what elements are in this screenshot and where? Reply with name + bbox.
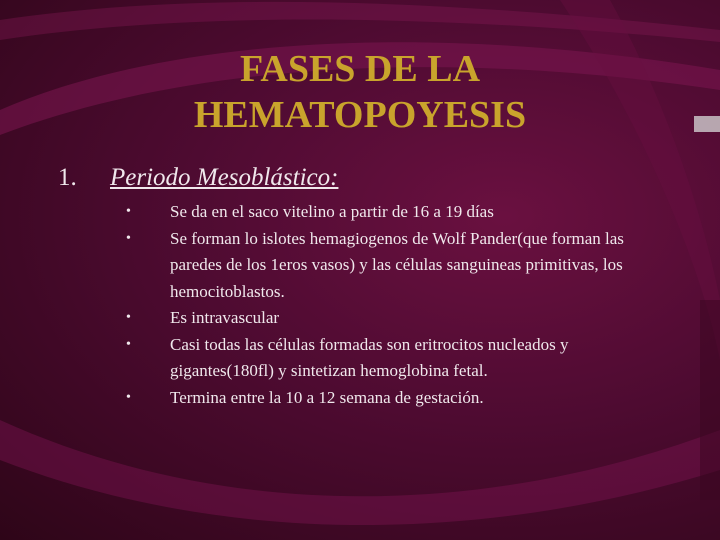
list-item [126,305,656,332]
section-number: 1. [58,164,77,191]
bullet-text: Casi todas las células formadas son eritrocitos nucleados y gigantes(180fl) y sintetizan hemoglobina fetal. [170,334,569,380]
bullet-icon: • [126,204,131,219]
list-item [126,332,656,385]
section-title: Periodo Mesoblástico: [110,164,339,191]
list-item [126,226,656,306]
bullet-list [126,199,656,411]
list-item [126,385,656,412]
bullet-text: Termina entre la 10 a 12 semana de gestación. [170,387,484,407]
title-line-2: HEMATOPOYESIS [193,94,527,136]
bullet-icon: • [126,310,131,325]
bullet-text: Es intravascular [170,308,280,327]
edge-bar-decoration [694,116,720,132]
bullet-text: Se da en el saco vitelino a partir de 16 a 19 días [170,202,494,221]
bullet-icon: • [126,230,131,246]
list-item [126,199,656,226]
bullet-icon: • [126,336,131,352]
bullet-icon: • [126,389,131,405]
bullet-text: Se forman lo islotes hemagiogenos de Wolf Pander(que forman las paredes de los 1eros vasos) y las células sanguineas primitivas, los hemocitoblastos. [170,228,624,301]
slide-title [120,46,600,138]
title-line-1: FASES DE LA [239,48,481,90]
section-heading [58,162,678,194]
